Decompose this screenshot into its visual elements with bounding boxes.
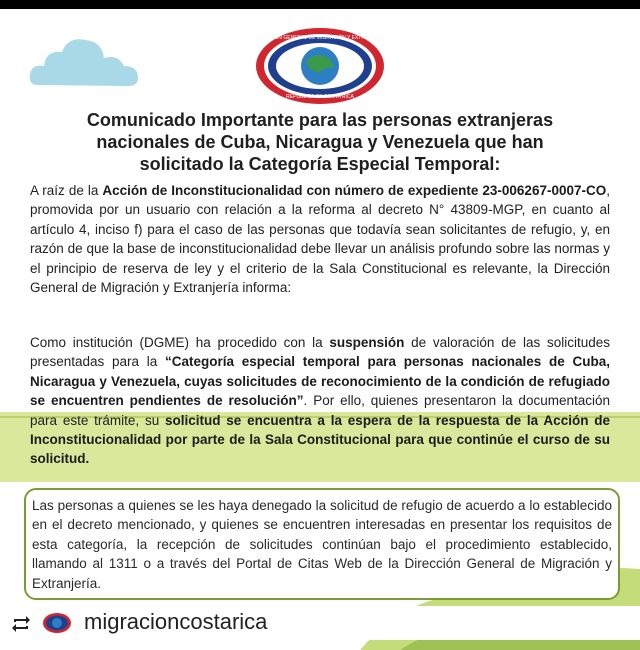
paragraph-intro — [30, 181, 610, 297]
paragraph-suspension-text-2: de valoración de las solicitudes presentadas para la — [30, 335, 610, 370]
seal-text-top: DIRECCIÓN GENERAL DE MIGRACIÓN Y EXTRANJERÍA — [254, 35, 386, 41]
paragraph-intro-text-1: A raíz de la — [30, 183, 103, 198]
paragraph-suspension — [30, 333, 610, 469]
paragraph-suspension-text-1: Como institución (DGME) ha procedido con la — [30, 335, 330, 350]
paragraph-intro-text-2: , promovida por un usuario con relación a la reforma al decreto N° 43809-MGP, en cuanto al artículo 4, inciso f) para el caso de las personas que todavía sean solicitantes de refugio, y, en razón de que la base de inconstitucionalidad debe llevar un análisis profundo sobre las normas y el principio de reserva de ley y el criterio de la Sala Constitucional es relevante, la Dirección General de Migración y Extranjería informa: — [30, 183, 610, 296]
paragraph-intro-bold-1: Acción de Inconstitucionalidad con número de expediente 23-006267-0007-CO — [102, 183, 607, 198]
top-bar — [0, 0, 640, 9]
paragraph-suspension-bold-1: suspensión — [329, 335, 405, 350]
account-handle[interactable]: migracioncostarica — [84, 609, 268, 634]
paragraph-denied: Las personas a quienes se les haya denegado la solicitud de refugio de acuerdo a lo establecido en el decreto mencionado, y quienes se encuentren interesadas en presentar los requisitos de esta categoría, la recepción de solicitudes continúan bajo el procedimiento establecido, llamando al 1311 o a través del Portal de Citas Web de la Dirección General de Migración y Extranjería. — [32, 498, 612, 591]
seal-text-bottom: REPUBLICA DE COSTA RICA — [286, 94, 354, 100]
dgme-seal-logo — [254, 26, 386, 106]
paragraph-suspension-bold-3: solicitud se encuentra a la espera de la respuesta de la Acción de Inconstitucionalidad por parte de la Sala Constitucional para que continúe el curso de su solicitud. — [30, 412, 610, 467]
page-title: Comunicado Importante para las personas extranjeras nacionales de Cuba, Nicaragua y Venezuela que han solicitado la Categoría Especial Temporal: — [86, 110, 554, 174]
cloud-decoration — [28, 30, 140, 90]
profile-logo-icon[interactable] — [42, 612, 72, 634]
repost-icon[interactable] — [10, 614, 32, 634]
paragraph-suspension-text-3: . Por ello, quienes presentaron la documentación para este trámite, su — [30, 393, 610, 428]
paragraph-suspension-bold-2: “Categoría especial temporal para personas nacionales de Cuba, Nicaragua y Venezuela, cuyas solicitudes de reconocimiento de la condición de refugiado se encuentren pendientes de resolución” — [30, 354, 610, 409]
